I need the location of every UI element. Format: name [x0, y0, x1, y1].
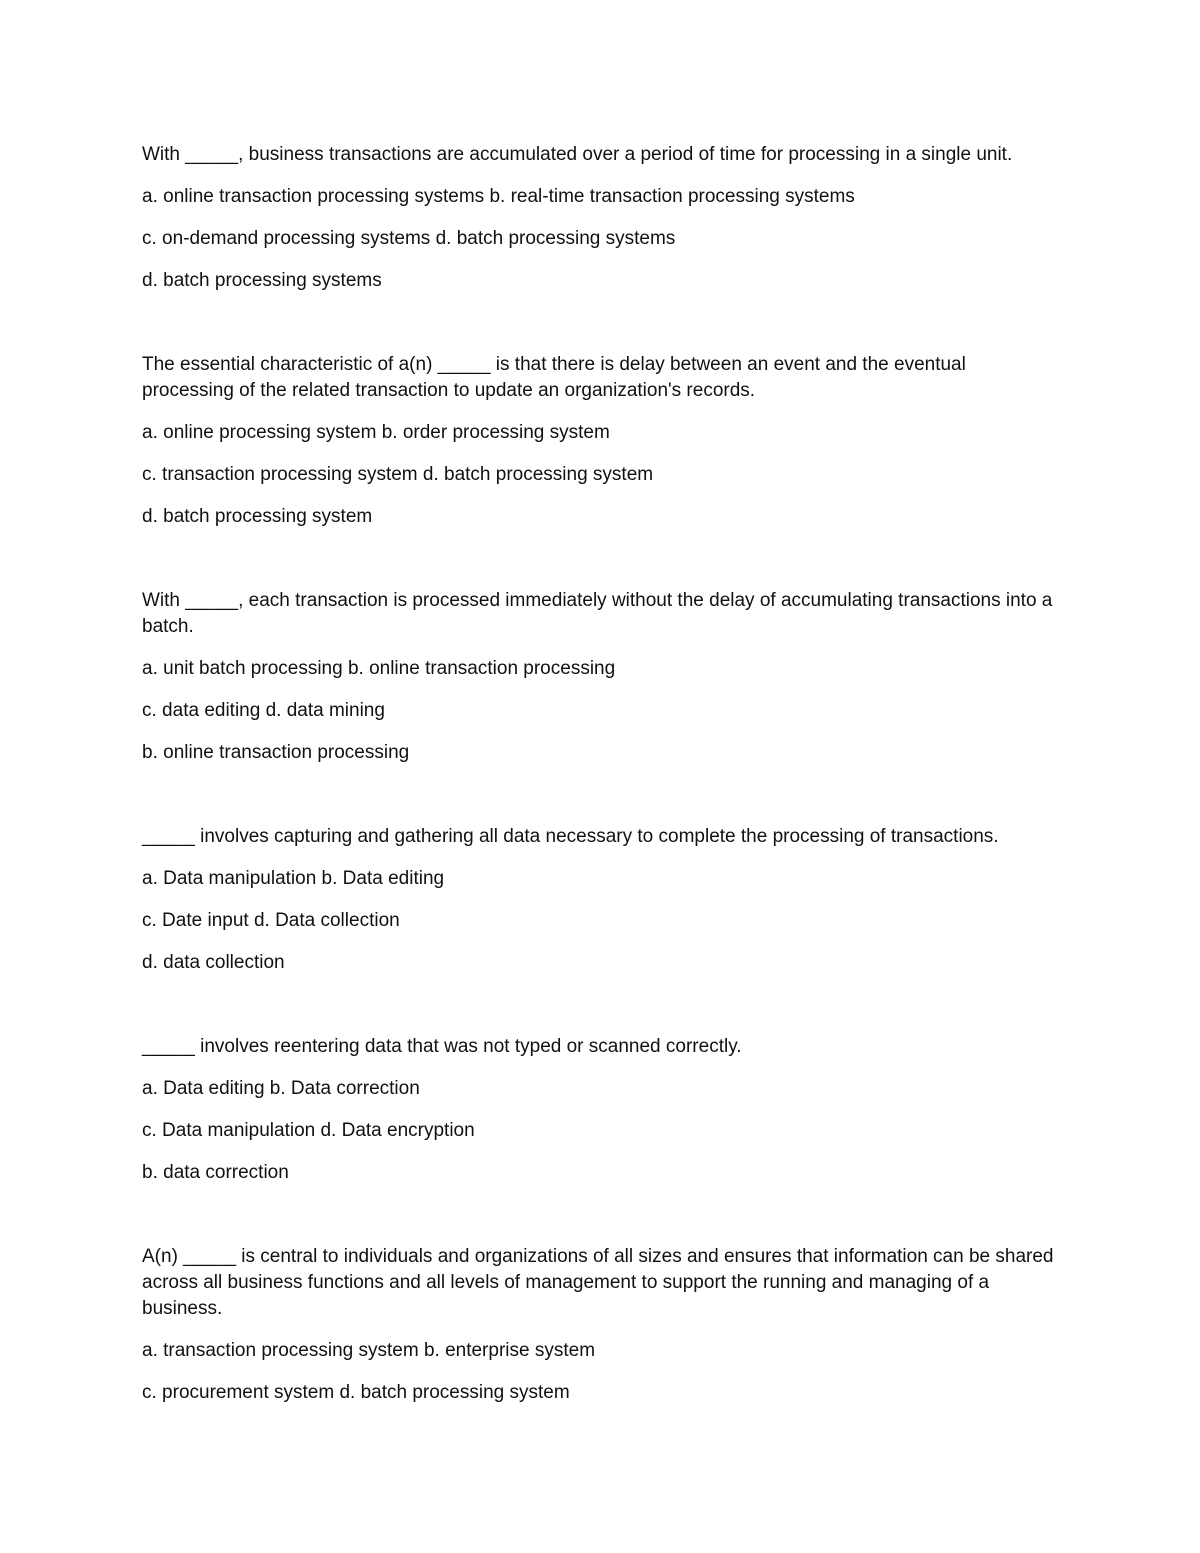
question-prompt: _____ involves reentering data that was not typed or scanned correctly. — [142, 1036, 742, 1057]
question-2 — [142, 352, 1062, 530]
question-answer: d. batch processing systems — [142, 270, 382, 291]
question-options-cd: c. Date input d. Data collection — [142, 910, 400, 931]
question-prompt: A(n) _____ is central to individuals and organizations of all sizes and ensures that information can be shared across all business functions and all levels of management to support the running and managing of a business. — [142, 1246, 1054, 1319]
question-options-ab: a. Data editing b. Data correction — [142, 1078, 420, 1099]
question-options-ab: a. online processing system b. order processing system — [142, 422, 610, 443]
question-options-cd: c. transaction processing system d. batch processing system — [142, 464, 654, 485]
question-answer: b. data correction — [142, 1162, 289, 1183]
question-options-ab: a. transaction processing system b. enterprise system — [142, 1340, 596, 1361]
question-1 — [142, 142, 1062, 294]
question-answer: d. batch processing system — [142, 506, 373, 527]
question-answer: d. data collection — [142, 952, 285, 973]
question-options-cd: c. data editing d. data mining — [142, 700, 385, 721]
question-5 — [142, 1034, 1062, 1186]
question-options-cd: c. procurement system d. batch processing system — [142, 1382, 570, 1403]
question-6 — [142, 1244, 1062, 1406]
question-prompt: _____ involves capturing and gathering all data necessary to complete the processing of transactions. — [142, 826, 999, 847]
question-prompt: With _____, business transactions are accumulated over a period of time for processing in a single unit. — [142, 144, 1013, 165]
question-4 — [142, 824, 1062, 976]
question-options-ab: a. Data manipulation b. Data editing — [142, 868, 445, 889]
question-3 — [142, 588, 1062, 766]
question-options-ab: a. unit batch processing b. online transaction processing — [142, 658, 616, 679]
document-body — [142, 142, 1062, 1406]
question-prompt: The essential characteristic of a(n) _____ is that there is delay between an event and the eventual processing of the related transaction to update an organization's records. — [142, 354, 966, 401]
question-prompt: With _____, each transaction is processed immediately without the delay of accumulating transactions into a batch. — [142, 590, 1053, 637]
question-options-cd: c. Data manipulation d. Data encryption — [142, 1120, 475, 1141]
question-answer: b. online transaction processing — [142, 742, 410, 763]
question-options-ab: a. online transaction processing systems b. real-time transaction processing systems — [142, 186, 855, 207]
question-options-cd: c. on-demand processing systems d. batch processing systems — [142, 228, 676, 249]
